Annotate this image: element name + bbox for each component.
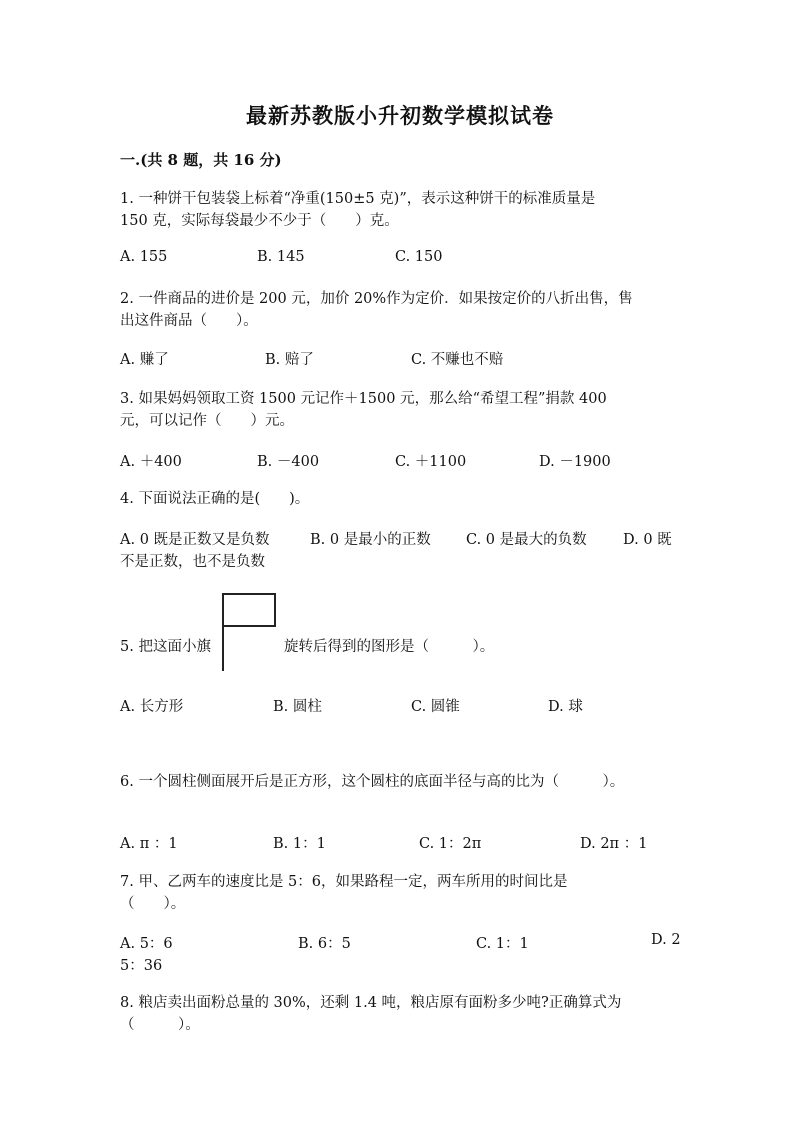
question-2-option-a: A. 赚了 [120, 352, 169, 368]
question-7-line-1: 7. 甲、乙两车的速度比是 5：6，如果路程一定，两车所用的时间比是 [120, 874, 568, 890]
question-5-option-b: B. 圆柱 [273, 699, 322, 715]
question-2-option-c: C. 不赚也不赔 [411, 352, 504, 368]
question-7-option-c: C. 1：1 [476, 936, 529, 952]
question-7-option-d: D. 2 [651, 932, 681, 948]
question-5-option-a: A. 长方形 [120, 699, 184, 715]
question-6-line-1: 6. 一个圆柱侧面展开后是正方形，这个圆柱的底面半径与高的比为（ ）。 [120, 774, 625, 790]
question-3-option-b: B. －400 [257, 454, 320, 470]
question-7-option-d-continued: 5：36 [120, 958, 163, 974]
question-8-line-2: （ ）。 [120, 1017, 200, 1033]
question-2-option-b: B. 赔了 [265, 352, 314, 368]
question-1-line-1: 1. 一种饼干包装袋上标着“净重(150±5 克)”，表示这种饼干的标准质量是 [120, 191, 596, 207]
question-4-line-1: 4. 下面说法正确的是( )。 [120, 491, 310, 507]
question-6-option-b: B. 1：1 [273, 836, 326, 852]
question-1-option-a: A. 155 [120, 249, 168, 265]
question-3-line-2: 元，可以记作（ ）元。 [120, 413, 294, 429]
section-heading: 一.(共 8 题，共 16 分) [120, 151, 282, 169]
question-3-option-a: A. ＋400 [120, 454, 182, 470]
question-5-text-after-figure: 旋转后得到的图形是（ ）。 [284, 639, 495, 655]
question-1-option-b: B. 145 [257, 249, 305, 265]
question-7-option-b: B. 6：5 [298, 936, 351, 952]
page-title: 最新苏教版小升初数学模拟试卷 [246, 103, 554, 128]
question-5-text-before-figure: 5. 把这面小旗 [120, 639, 211, 655]
question-4-option-b: B. 0 是最小的正数 [310, 532, 431, 548]
question-7-option-a: A. 5：6 [120, 936, 173, 952]
question-4-option-c: C. 0 是最大的负数 [466, 532, 587, 548]
question-3-line-1: 3. 如果妈妈领取工资 1500 元记作＋1500 元，那么给“希望工程”捐款 400 [120, 391, 607, 407]
question-5-option-d: D. 球 [548, 699, 583, 715]
question-4-option-d-continued: 不是正数，也不是负数 [120, 554, 265, 570]
question-7-line-2: （ ）。 [120, 896, 186, 912]
question-6-option-d: D. 2π ：1 [580, 836, 648, 852]
question-4-option-a: A. 0 既是正数又是负数 [120, 532, 270, 548]
question-2-line-1: 2. 一件商品的进价是 200 元，加价 20%作为定价．如果按定价的八折出售，售 [120, 291, 633, 307]
flag-cloth [222, 593, 276, 627]
question-8-line-1: 8. 粮店卖出面粉总量的 30%，还剩 1.4 吨，粮店原有面粉多少吨?正确算式为 [120, 995, 622, 1011]
question-3-option-c: C. ＋1100 [395, 454, 467, 470]
question-1-line-2: 150 克，实际每袋最少不少于（ ）克。 [120, 213, 399, 229]
question-5-option-c: C. 圆锥 [411, 699, 460, 715]
question-1-option-c: C. 150 [395, 249, 443, 265]
question-4-option-d: D. 0 既 [623, 532, 672, 548]
question-6-option-c: C. 1：2π [419, 836, 482, 852]
question-6-option-a: A. π ：1 [120, 836, 178, 852]
question-3-option-d: D. －1900 [539, 454, 611, 470]
question-2-line-2: 出这件商品（ ）。 [120, 313, 258, 329]
